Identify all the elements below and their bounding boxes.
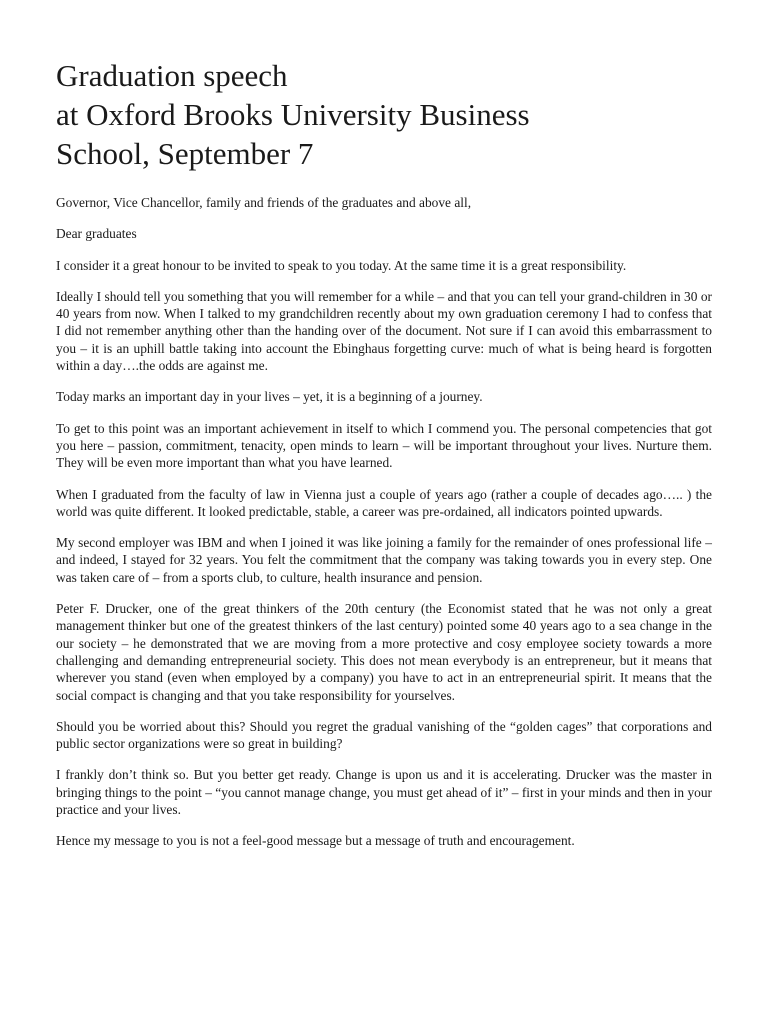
paragraph-ibm: My second employer was IBM and when I joined it was like joining a family for the remainder of ones professional life – and indeed, I stayed for 32 years. You felt the commitment that the company was taking towards you in every step. One was taken care of – from a sports club, to culture, health insurance and pension.: [56, 535, 712, 585]
speech-body: [56, 194, 712, 850]
title-line-1: Graduation speech: [56, 58, 288, 93]
paragraph-achievement: To get to this point was an important achievement in itself to which I commend you. The personal competencies that got you here – passion, commitment, tenacity, open minds to learn – will be important throughout your lives. Nurture them. They will be even more important than what you have learned.: [56, 420, 712, 471]
title-line-3: School, September 7: [56, 136, 314, 171]
paragraph-vienna: When I graduated from the faculty of law in Vienna just a couple of years ago (rather a couple of decades ago….. ) the world was quite different. It looked predictable, stable, a career was pre-ordained, all indicators pointed upwards.: [56, 486, 712, 519]
paragraph-honour: I consider it a great honour to be invited to speak to you today. At the same time it is a great responsibility.: [56, 257, 627, 273]
paragraph-drucker: Peter F. Drucker, one of the great thinkers of the 20th century (the Economist stated that he was not only a great management thinker but one of the greatest thinkers of the last century) pointed some 40 years ago to a sea change in the our society – he demonstrated that we are moving from a more protective and cosy employee society towards a more challenging and demanding entrepreneurial society. This does not mean everybody is an entrepreneur, but it means that wherever you stand (even when employed by a company) you have to act in an entrepreneurial spirit. It means that the social compact is changing and that you take responsibility for yourselves.: [56, 601, 712, 703]
paragraph-remember: Ideally I should tell you something that you will remember for a while – and that you can tell your grand-children in 30 or 40 years from now. When I talked to my grandchildren recently about my own graduation ceremony I had to confess that I did not remember anything other than the handing over of the document. Not sure if I can avoid this embarrassment to you – it is an uphill battle taking into account the Ebinghaus forgetting curve: much of what is being heard is forgotten within a day….the odds are against me.: [56, 288, 712, 374]
paragraph-dear-graduates: Dear graduates: [56, 226, 137, 242]
document-page: [56, 56, 712, 864]
paragraph-message: Hence my message to you is not a feel-good message but a message of truth and encouragement.: [56, 833, 575, 849]
paragraph-golden-cages: Should you be worried about this? Should you regret the gradual vanishing of the “golden cages” that corporations and public sector organizations were so great in building?: [56, 718, 712, 752]
title-line-2: at Oxford Brooks University Business: [56, 97, 530, 132]
paragraph-important-day: Today marks an important day in your lives – yet, it is a beginning of a journey.: [56, 389, 483, 405]
page-title: [56, 56, 712, 173]
paragraph-change: I frankly don’t think so. But you better get ready. Change is upon us and it is accelerating. Drucker was the master in bringing things to the point – “you cannot manage change, you must get ahead of it” – first in your minds and then in your practice and your lives.: [56, 767, 712, 818]
paragraph-salutation: Governor, Vice Chancellor, family and friends of the graduates and above all,: [56, 195, 472, 210]
